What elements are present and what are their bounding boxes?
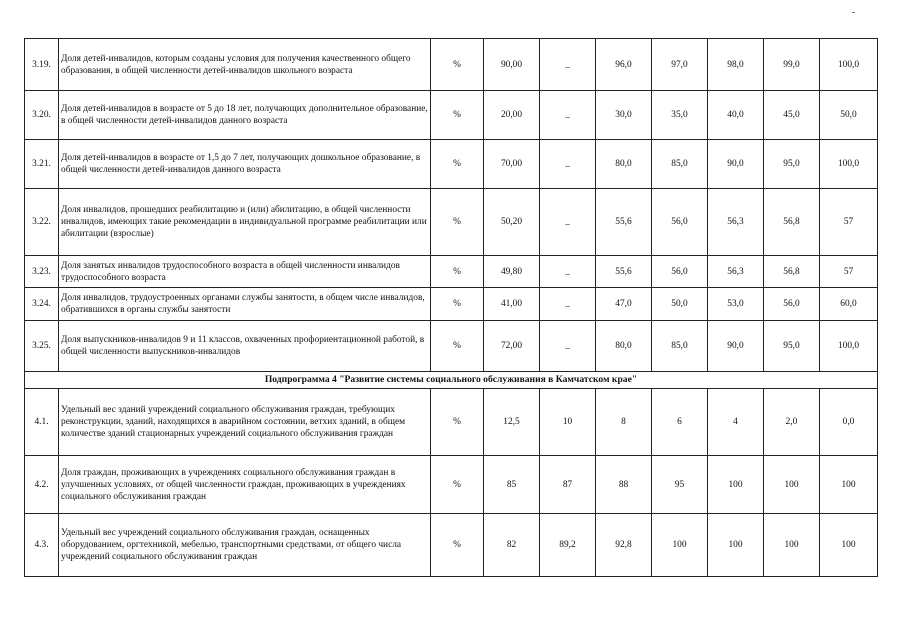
table-row	[25, 514, 878, 577]
table-row	[25, 39, 878, 91]
value-cell: 60,0	[820, 288, 878, 321]
value-cell: 56,8	[764, 256, 820, 288]
indicators-table-body	[25, 39, 878, 577]
indicator-description-cell: Удельный вес учреждений социального обслуживания граждан, оснащенных оборудованием, оргтехникой, мебелью, транспортными средствами, от общего числа учреждений социального обслуживания граждан	[59, 514, 431, 577]
value-cell: 2,0	[764, 389, 820, 456]
table-row	[25, 91, 878, 140]
value-cell: 100,0	[820, 140, 878, 189]
value-cell: 85,0	[652, 140, 708, 189]
value-cell: 85	[484, 456, 540, 514]
unit-cell: %	[431, 91, 484, 140]
value-cell: 56,0	[764, 288, 820, 321]
value-cell: _	[540, 189, 596, 256]
value-cell: 100	[820, 456, 878, 514]
value-cell: 56,8	[764, 189, 820, 256]
table-row	[25, 456, 878, 514]
value-cell: 80,0	[596, 321, 652, 372]
indicators-table	[24, 38, 878, 577]
row-number-cell: 3.20.	[25, 91, 59, 140]
unit-cell: %	[431, 389, 484, 456]
value-cell: 4	[708, 389, 764, 456]
value-cell: 0,0	[820, 389, 878, 456]
value-cell: 49,80	[484, 256, 540, 288]
value-cell: 30,0	[596, 91, 652, 140]
value-cell: 55,6	[596, 256, 652, 288]
value-cell: _	[540, 39, 596, 91]
value-cell: 90,0	[708, 140, 764, 189]
value-cell: 35,0	[652, 91, 708, 140]
value-cell: _	[540, 140, 596, 189]
table-row	[25, 321, 878, 372]
value-cell: 100,0	[820, 39, 878, 91]
value-cell: 99,0	[764, 39, 820, 91]
value-cell: 12,5	[484, 389, 540, 456]
unit-cell: %	[431, 39, 484, 91]
value-cell: 80,0	[596, 140, 652, 189]
row-number-cell: 3.23.	[25, 256, 59, 288]
value-cell: 10	[540, 389, 596, 456]
value-cell: 50,20	[484, 189, 540, 256]
row-number-cell: 3.19.	[25, 39, 59, 91]
value-cell: 56,0	[652, 256, 708, 288]
value-cell: 20,00	[484, 91, 540, 140]
row-number-cell: 3.24.	[25, 288, 59, 321]
value-cell: 56,0	[652, 189, 708, 256]
indicator-description-cell: Удельный вес зданий учреждений социального обслуживания граждан, требующих реконструкции, зданий, находящихся в аварийном состоянии, ветхих зданий, в общем количестве зданий стационарных учреждений социального обслуживания граждан	[59, 389, 431, 456]
row-number-cell: 4.1.	[25, 389, 59, 456]
value-cell: 100	[652, 514, 708, 577]
value-cell: _	[540, 321, 596, 372]
value-cell: _	[540, 256, 596, 288]
value-cell: _	[540, 288, 596, 321]
row-number-cell: 4.2.	[25, 456, 59, 514]
value-cell: 70,00	[484, 140, 540, 189]
value-cell: 57	[820, 189, 878, 256]
value-cell: 97,0	[652, 39, 708, 91]
value-cell: 100	[764, 514, 820, 577]
unit-cell: %	[431, 456, 484, 514]
row-number-cell: 3.22.	[25, 189, 59, 256]
value-cell: 57	[820, 256, 878, 288]
indicator-description-cell: Доля детей-инвалидов в возрасте от 5 до 18 лет, получающих дополнительное образование, в общей численности детей-инвалидов данного возраста	[59, 91, 431, 140]
value-cell: 90,0	[708, 321, 764, 372]
subprogram-heading-row	[25, 372, 878, 389]
value-cell: 98,0	[708, 39, 764, 91]
table-row	[25, 256, 878, 288]
value-cell: 47,0	[596, 288, 652, 321]
value-cell: 95,0	[764, 321, 820, 372]
indicator-description-cell: Доля инвалидов, трудоустроенных органами службы занятости, в общем числе инвалидов, обратившихся в органы службы занятости	[59, 288, 431, 321]
value-cell: 96,0	[596, 39, 652, 91]
value-cell: 72,00	[484, 321, 540, 372]
value-cell: 100,0	[820, 321, 878, 372]
value-cell: 100	[820, 514, 878, 577]
table-row	[25, 288, 878, 321]
indicator-description-cell: Доля детей-инвалидов в возрасте от 1,5 до 7 лет, получающих дошкольное образование, в общей численности детей-инвалидов данного возраста	[59, 140, 431, 189]
row-number-cell: 3.21.	[25, 140, 59, 189]
table-row	[25, 189, 878, 256]
value-cell: 95,0	[764, 140, 820, 189]
value-cell: 41,00	[484, 288, 540, 321]
subprogram-heading: Подпрограмма 4 "Развитие системы социального обслуживания в Камчатском крае"	[25, 372, 878, 389]
indicator-description-cell: Доля выпускников-инвалидов 9 и 11 классов, охваченных профориентационной работой, в общей численности выпускников-инвалидов	[59, 321, 431, 372]
value-cell: 50,0	[820, 91, 878, 140]
unit-cell: %	[431, 140, 484, 189]
value-cell: 53,0	[708, 288, 764, 321]
value-cell: _	[540, 91, 596, 140]
row-number-cell: 4.3.	[25, 514, 59, 577]
value-cell: 92,8	[596, 514, 652, 577]
value-cell: 100	[708, 456, 764, 514]
value-cell: 82	[484, 514, 540, 577]
indicator-description-cell: Доля детей-инвалидов, которым созданы условия для получения качественного общего образования, в общей численности детей-инвалидов школьного возраста	[59, 39, 431, 91]
value-cell: 55,6	[596, 189, 652, 256]
unit-cell: %	[431, 189, 484, 256]
value-cell: 45,0	[764, 91, 820, 140]
indicator-description-cell: Доля инвалидов, прошедших реабилитацию и (или) абилитацию, в общей численности инвалидов, имеющих такие рекомендации в индивидуальной программе реабилитации или абилитации (взрослые)	[59, 189, 431, 256]
value-cell: 8	[596, 389, 652, 456]
value-cell: 6	[652, 389, 708, 456]
value-cell: 89,2	[540, 514, 596, 577]
value-cell: 100	[708, 514, 764, 577]
row-number-cell: 3.25.	[25, 321, 59, 372]
indicator-description-cell: Доля занятых инвалидов трудоспособного возраста в общей численности инвалидов трудоспособного возраста	[59, 256, 431, 288]
value-cell: 56,3	[708, 189, 764, 256]
value-cell: 56,3	[708, 256, 764, 288]
unit-cell: %	[431, 514, 484, 577]
value-cell: 88	[596, 456, 652, 514]
scan-speck	[852, 12, 855, 13]
unit-cell: %	[431, 321, 484, 372]
indicator-description-cell: Доля граждан, проживающих в учреждениях социального обслуживания граждан в улучшенных условиях, от общей численности граждан, проживающих в учреждениях социального обслуживания граждан	[59, 456, 431, 514]
value-cell: 100	[764, 456, 820, 514]
value-cell: 95	[652, 456, 708, 514]
unit-cell: %	[431, 256, 484, 288]
value-cell: 90,00	[484, 39, 540, 91]
unit-cell: %	[431, 288, 484, 321]
value-cell: 87	[540, 456, 596, 514]
table-row	[25, 389, 878, 456]
table-row	[25, 140, 878, 189]
value-cell: 50,0	[652, 288, 708, 321]
value-cell: 85,0	[652, 321, 708, 372]
value-cell: 40,0	[708, 91, 764, 140]
